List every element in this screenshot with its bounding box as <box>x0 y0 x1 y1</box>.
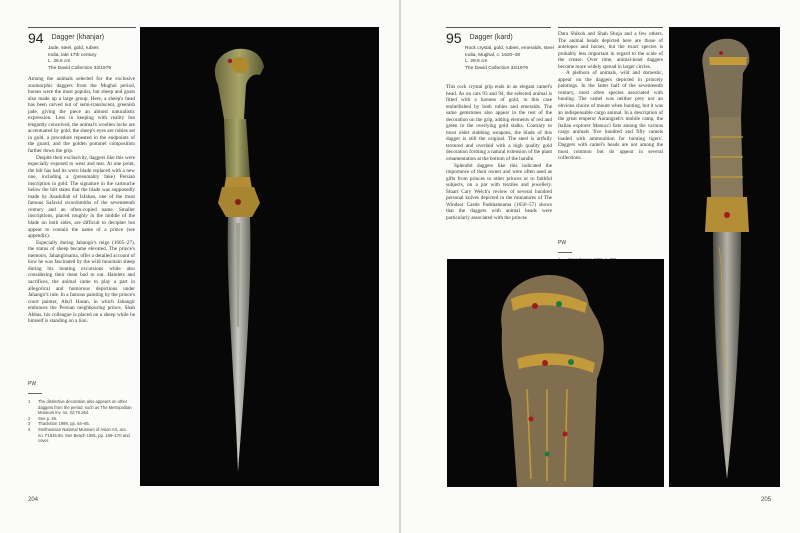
entry-heading <box>446 31 513 45</box>
footnote: 2 See p. 46. <box>28 415 58 421</box>
object-metadata <box>48 46 136 72</box>
paragraph: Dara Shikoh and Shah Shuja and a few others. The animal heads depicted here are those of antelopes and horses, but the exact species is probably less important in regard to the scale of the crease. Over time, animal-head daggers become more widely spread in larger circles. <box>558 31 663 70</box>
meta-line: Rock crystal, gold, rubies, emeralds, steel <box>465 46 554 51</box>
camel-head-detail-illustration <box>447 259 664 487</box>
meta-line: Jade, steel, gold, rubies <box>48 46 99 51</box>
author-signature: PW <box>558 240 567 246</box>
footnotes <box>28 399 133 444</box>
meta-line: India, Mughal, c. 1620–30 <box>465 52 521 58</box>
notes-rule <box>28 393 42 394</box>
notes-rule <box>558 252 572 253</box>
paragraph: Despite their exclusivity, daggers like this were especially exposed to wear and tear. At one point, the hilt has had its worn blade replaced with a new one, including a (presumably fake) Persian inscription in gold. The signature in the cartouche below the hilt states that the blade was supposedly made by Asadullah of Isfahan, one of the most famous Safavid swordsmiths of the seventeenth century and an often-copied name. Smaller inscriptions, placed roughly in the middle of the blade on both sides, are difficult to decipher but appear to contain the name of a prince (see appendix). <box>28 154 135 240</box>
footnote: 3 Thackston 1999, pp. 64–65. <box>28 421 90 427</box>
meta-line: India, late 17th century <box>48 52 97 58</box>
meta-line: L. 36.6 cm <box>48 59 71 65</box>
footnote: 4 Smithsonian National Museum of Asian Art, acc. no. F1945.9a. See Beach 1981, pp. 169–170 and cover. <box>28 426 130 444</box>
meta-line: L. 29.8 cm <box>465 59 488 65</box>
paragraph: Especially during Jahangir's reign (1605–27), the status of sheep became elevated. The prince's memoirs, Jahangirnama, offer a detailed account of how he was fascinated by the wild mountain sheep during his hunting excursions while also considering their meat bad to eat. Hamlets and sacrifices, the animal came to play a part in allegorical and humorous depictions under Jahangir's rule. In a famous painting by the prince's court painter, Abu'l Hasan, in which Jahangir embraces the Persian neighbouring prince, Shah Abbas, his colleague is placed on a sheep while he himself is standing on a lion. <box>28 239 135 325</box>
author-signature: PW <box>28 381 37 387</box>
dagger-full-illustration <box>669 27 780 487</box>
body-text <box>28 76 135 325</box>
object-metadata <box>465 46 553 72</box>
dagger-photo-camel-head <box>669 27 780 487</box>
paragraph: A plethora of animals, wild and domestic, appear on the daggers depicted in princely paintings. In the latter half of the seventeenth century, most often species associated with hunting. The camel was neither prey nor an obvious choice of mount when hunting, but it was an indispensable cargo animal. In a description of the great emperor Aurangzeb's mobile camp, the Italian explorer Manucci lists among the various cargo animals 'five hundred and fifty camels loaded with ammunition for hunting tigers'. Daggers with camel's heads are not among the most common but do appear in several collections. <box>558 70 663 162</box>
footnote: 1 The distinctive decoration also appears on other daggers from the period, such as The Metropolitan Museum inv. no. 32.75.264. <box>28 399 132 416</box>
dagger-photo-sheep-head <box>140 27 379 486</box>
entry-title: Dagger (khanjar) <box>51 34 105 41</box>
entry-number: 94 <box>28 30 44 46</box>
page-number: 204 <box>28 497 39 503</box>
entry-heading <box>28 31 104 45</box>
left-page <box>0 0 399 533</box>
meta-line: The David Collection 33/1979 <box>48 65 111 71</box>
paragraph: This rock crystal grip ends in an elegant camel's head. As on cats 93 and 94, the selected animal is fitted with a harness of gold, in this case embellished by both rubies and emeralds. The same gemstones also appear in the rest of the decoration on the grip, adding elements of red and green to the overlying gold stalks. Contrary to most older stabbing weapons, the blade of this dagger is still the original. The steel is artfully textured and overlaid with a high quality gold decoration forming a natural extension of the plant ornamentation at the bottom of the handle. <box>446 84 552 163</box>
dagger-illustration <box>140 27 379 486</box>
entry-title: Dagger (kard) <box>469 34 513 41</box>
page-number: 205 <box>761 497 772 503</box>
paragraph: Splendid daggers like this indicated the importance of their owner and were often used as gifts from princes to other princes or to faithful subjects, on a par with textiles and jewellery. Stuart Cary Welch's review of several hundred personal knives depicted in the miniatures of The Windsor Castle Padshahnama (1656–57) shows that the daggers with animal heads were particularly associated with the princes <box>446 162 552 221</box>
title-rule <box>28 27 136 28</box>
meta-line: The David Collection 32/1979 <box>465 65 528 71</box>
paragraph: Among the animals selected for the exclusive zoomorphic daggers from the Mughal period, horses were the most popular, but sheep and goats also made up a large group. Here, a sheep's head has been carved out of semi-translucent, greenish jade, giving the piece an almost naturalistic expression. Less in keeping with reality but elegantly conceived, the animal's woollen locks are accentuated by gold, the sheep's eyes are rubies set in gold, a procedure repeated in the endpoints of the guard, and the golden pommel composition farther down the grip. <box>28 76 135 155</box>
right-page <box>401 0 800 533</box>
dagger-detail-photo-camel-head <box>447 259 664 487</box>
entry-number: 95 <box>446 30 462 46</box>
column-rule <box>558 27 663 28</box>
body-text-column-1 <box>446 84 552 221</box>
body-text-column-2 <box>558 31 663 162</box>
title-rule <box>446 27 551 28</box>
